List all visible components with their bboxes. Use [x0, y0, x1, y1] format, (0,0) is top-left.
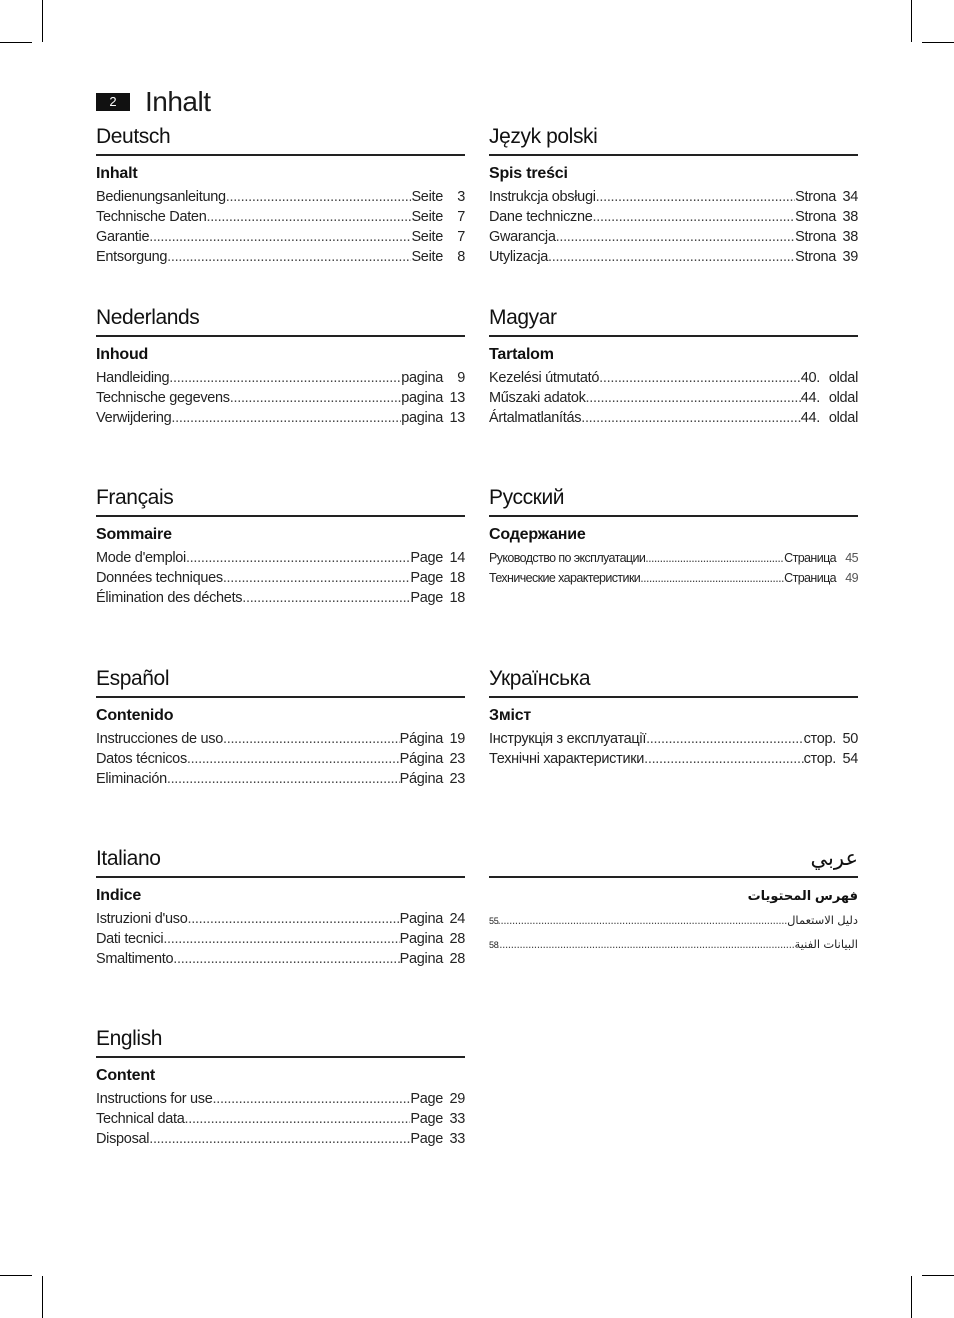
toc-entry[interactable]: Datos técnicos ..... Página 23 — [96, 749, 465, 769]
section-subheading: Sommaire — [96, 526, 172, 543]
section-heading: عربي — [489, 845, 858, 878]
toc-entry[interactable]: Mode d'emploi ..... Page 14 — [96, 548, 465, 568]
toc-list — [96, 548, 465, 608]
page-number-badge: 2 — [96, 93, 130, 111]
toc-entry[interactable]: Műszaki adatok ..... 44. oldal — [489, 388, 858, 408]
crop-mark — [0, 1275, 32, 1276]
toc-entry[interactable]: Bedienungsanleitung ..... Seite 3 — [96, 187, 465, 207]
section-heading: Español — [96, 665, 465, 698]
toc-entry[interactable]: Kezelési útmutató ..... 40. oldal — [489, 368, 858, 388]
toc-entry[interactable]: Технические характеристики ..... Страница 49 — [489, 568, 858, 588]
toc-list — [96, 909, 465, 969]
toc-entry[interactable]: Dane techniczne ..... Strona 38 — [489, 207, 858, 227]
crop-mark — [42, 0, 43, 42]
toc-list — [489, 368, 858, 428]
section-heading: Українська — [489, 665, 858, 698]
section-heading: Русский — [489, 484, 858, 517]
toc-list — [96, 187, 465, 267]
crop-mark — [911, 0, 912, 42]
toc-entry[interactable]: Інструкція з експлуатації ..... стор. 50 — [489, 729, 858, 749]
crop-mark — [42, 1276, 43, 1318]
toc-entry[interactable]: Instrucciones de uso ..... Página 19 — [96, 729, 465, 749]
section-arabic — [489, 845, 858, 957]
toc-entry[interactable]: Entsorgung ..... Seite 8 — [96, 247, 465, 267]
section-heading: Nederlands — [96, 304, 465, 337]
crop-mark — [922, 42, 954, 43]
toc-entry[interactable]: Технічні характеристики ..... стор. 54 — [489, 749, 858, 769]
toc-entry[interactable]: Eliminación ..... Página 23 — [96, 769, 465, 789]
toc-list — [96, 1089, 465, 1149]
toc-entry[interactable]: Garantie ..... Seite 7 — [96, 227, 465, 247]
toc-entry[interactable]: البيانات الفنية ..... 58 — [489, 933, 858, 957]
toc-list — [489, 729, 858, 769]
toc-entry[interactable]: Disposal ..... Page 33 — [96, 1129, 465, 1149]
section-subheading: Spis treści — [489, 165, 568, 182]
toc-entry[interactable]: Instructions for use ..... Page 29 — [96, 1089, 465, 1109]
toc-entry[interactable]: Smaltimento ..... Pagina 28 — [96, 949, 465, 969]
toc-entry[interactable]: Instrukcja obsługi ..... Strona 34 — [489, 187, 858, 207]
toc-list — [489, 548, 858, 588]
toc-entry[interactable]: دليل الاستعمال ..... 55 — [489, 909, 858, 933]
toc-list — [96, 368, 465, 428]
section-ukrainska — [489, 665, 858, 769]
section-subheading: Inhalt — [96, 165, 138, 182]
section-deutsch — [96, 123, 465, 267]
section-francais — [96, 484, 465, 608]
section-polski — [489, 123, 858, 267]
section-heading: Français — [96, 484, 465, 517]
section-espanol — [96, 665, 465, 789]
section-heading: Italiano — [96, 845, 465, 878]
toc-entry[interactable]: Utylizacja ..... Strona 39 — [489, 247, 858, 267]
toc-entry[interactable]: Ártalmatlanítás ..... 44. oldal — [489, 408, 858, 428]
section-subheading: Indice — [96, 887, 142, 904]
toc-entry[interactable]: Dati tecnici ..... Pagina 28 — [96, 929, 465, 949]
section-nederlands — [96, 304, 465, 428]
section-italiano — [96, 845, 465, 969]
toc-entry[interactable]: Istruzioni d'uso ..... Pagina 24 — [96, 909, 465, 929]
toc-entry[interactable]: Handleiding ..... pagina 9 — [96, 368, 465, 388]
section-subheading: Зміст — [489, 707, 532, 724]
toc-entry[interactable]: Руководство по эксплуатации ..... Страница 45 — [489, 548, 858, 568]
section-subheading: Tartalom — [489, 346, 554, 363]
crop-mark — [911, 1276, 912, 1318]
section-subheading: Inhoud — [96, 346, 149, 363]
section-magyar — [489, 304, 858, 428]
toc-entry[interactable]: Données techniques ..... Page 18 — [96, 568, 465, 588]
toc-entry[interactable]: Élimination des déchets ..... Page 18 — [96, 588, 465, 608]
toc-list — [489, 909, 858, 957]
section-subheading: Contenido — [96, 707, 174, 724]
toc-entry[interactable]: Verwijdering ..... pagina 13 — [96, 408, 465, 428]
section-heading: Magyar — [489, 304, 858, 337]
toc-entry[interactable]: Technische gegevens ..... pagina 13 — [96, 388, 465, 408]
section-heading: Deutsch — [96, 123, 465, 156]
section-russkiy — [489, 484, 858, 588]
toc-entry[interactable]: Technical data ..... Page 33 — [96, 1109, 465, 1129]
section-subheading: فهرس المحتويات — [747, 888, 858, 903]
section-heading: Język polski — [489, 123, 858, 156]
toc-list — [489, 187, 858, 267]
crop-mark — [922, 1275, 954, 1276]
section-subheading: Содержание — [489, 526, 586, 543]
toc-list — [96, 729, 465, 789]
toc-entry[interactable]: Technische Daten ..... Seite 7 — [96, 207, 465, 227]
section-heading: English — [96, 1025, 465, 1058]
section-english — [96, 1025, 465, 1149]
page-title: Inhalt — [145, 86, 211, 117]
crop-mark — [0, 42, 32, 43]
toc-entry[interactable]: Gwarancja ..... Strona 38 — [489, 227, 858, 247]
section-subheading: Content — [96, 1067, 156, 1084]
